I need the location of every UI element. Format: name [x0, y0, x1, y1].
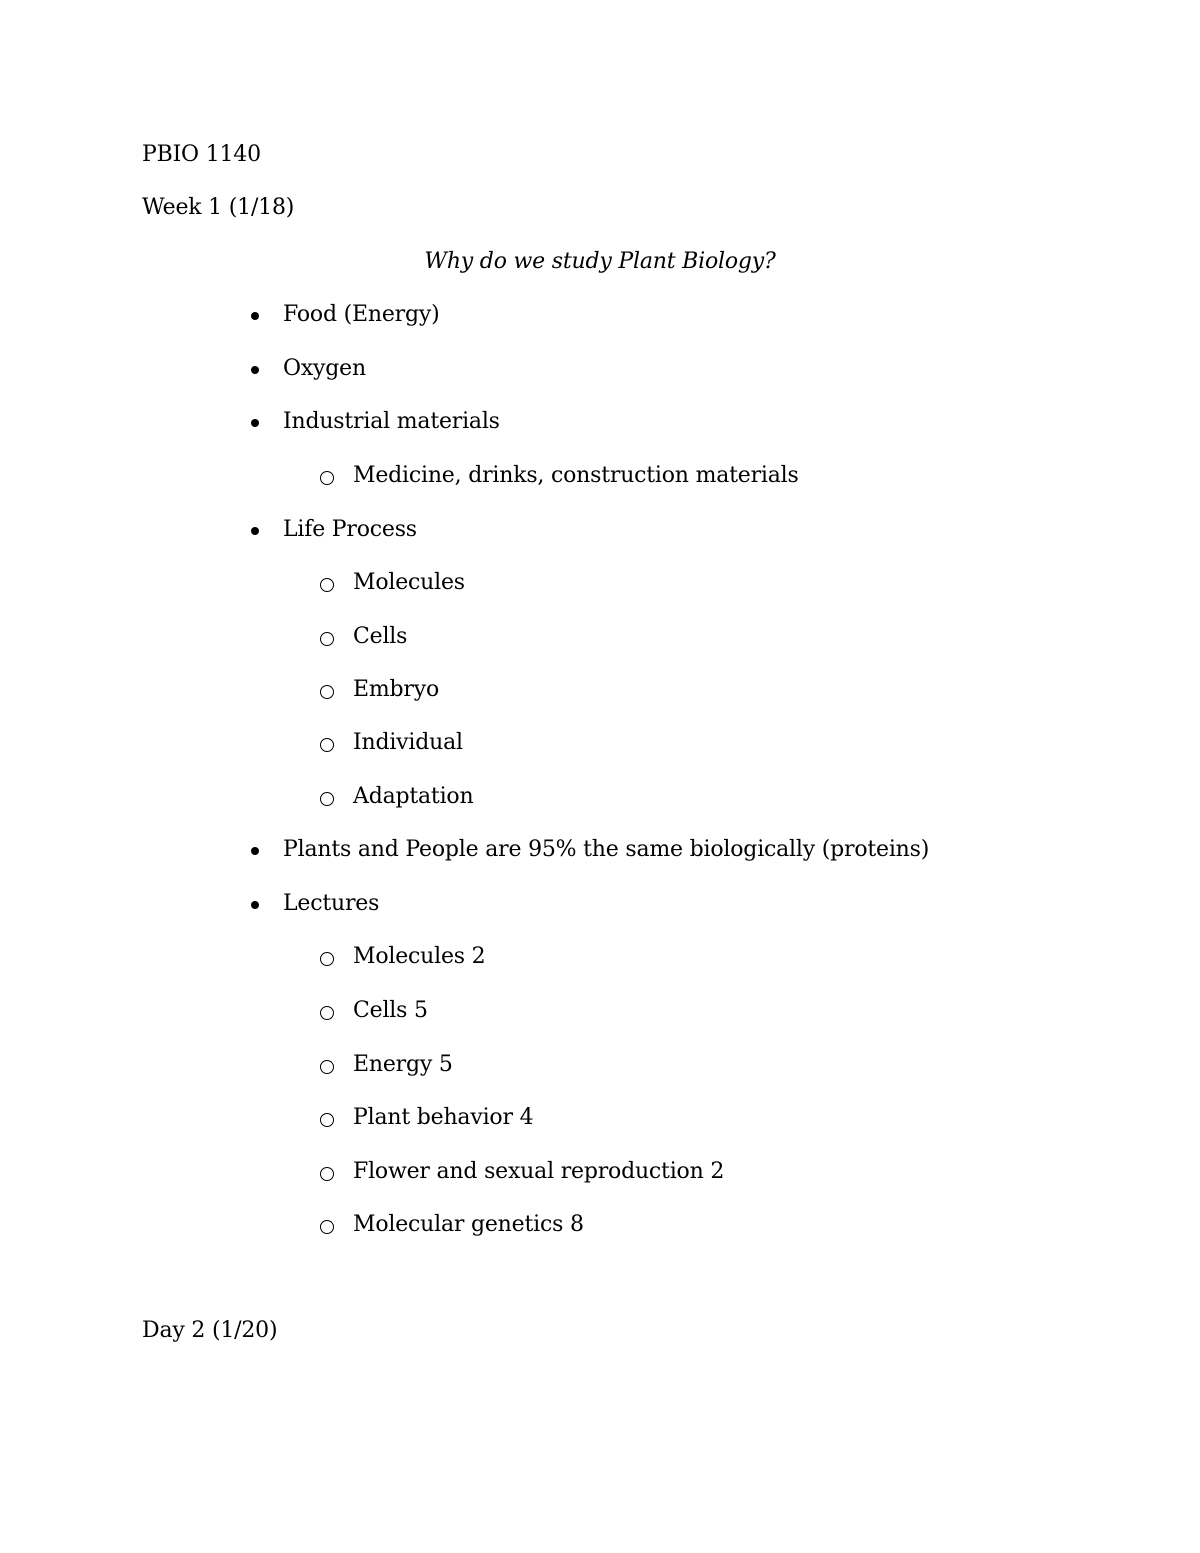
sub-list-item: Medicine, drinks, construction materials	[353, 463, 799, 488]
sub-list-item: Individual	[353, 730, 463, 755]
sub-list-item: Adaptation	[353, 784, 474, 809]
circle-bullet-icon	[320, 952, 334, 966]
sub-list-item: Molecules	[353, 570, 465, 595]
list-item: Industrial materials	[283, 409, 500, 434]
bullet-icon	[251, 419, 259, 427]
bullet-icon	[251, 366, 259, 374]
sub-list-item: Cells 5	[353, 998, 428, 1023]
sub-list-item: Energy 5	[353, 1052, 453, 1077]
bullet-icon	[251, 527, 259, 535]
circle-bullet-icon	[320, 1060, 334, 1074]
list-item: Plants and People are 95% the same biologically (proteins)	[283, 837, 930, 862]
list-item: Life Process	[283, 517, 417, 542]
bullet-icon	[251, 312, 259, 320]
list-item: Lectures	[283, 891, 380, 916]
sub-list-item: Cells	[353, 624, 408, 649]
circle-bullet-icon	[320, 738, 334, 752]
list-item: Food (Energy)	[283, 302, 440, 327]
circle-bullet-icon	[320, 1113, 334, 1127]
circle-bullet-icon	[320, 685, 334, 699]
sub-list-item: Molecules 2	[353, 944, 486, 969]
bullet-icon	[251, 901, 259, 909]
sub-list-item: Plant behavior 4	[353, 1105, 534, 1130]
circle-bullet-icon	[320, 1167, 334, 1181]
sub-list-item: Molecular genetics 8	[353, 1212, 584, 1237]
bullet-icon	[251, 847, 259, 855]
course-code: PBIO 1140	[142, 142, 261, 167]
circle-bullet-icon	[320, 792, 334, 806]
circle-bullet-icon	[320, 1220, 334, 1234]
sub-list-item: Embryo	[353, 677, 439, 702]
week-heading: Week 1 (1/18)	[142, 195, 295, 220]
circle-bullet-icon	[320, 578, 334, 592]
sub-list-item: Flower and sexual reproduction 2	[353, 1159, 725, 1184]
circle-bullet-icon	[320, 632, 334, 646]
section-title: Why do we study Plant Biology?	[424, 249, 776, 274]
circle-bullet-icon	[320, 471, 334, 485]
day-heading: Day 2 (1/20)	[142, 1318, 278, 1343]
circle-bullet-icon	[320, 1006, 334, 1020]
list-item: Oxygen	[283, 356, 366, 381]
